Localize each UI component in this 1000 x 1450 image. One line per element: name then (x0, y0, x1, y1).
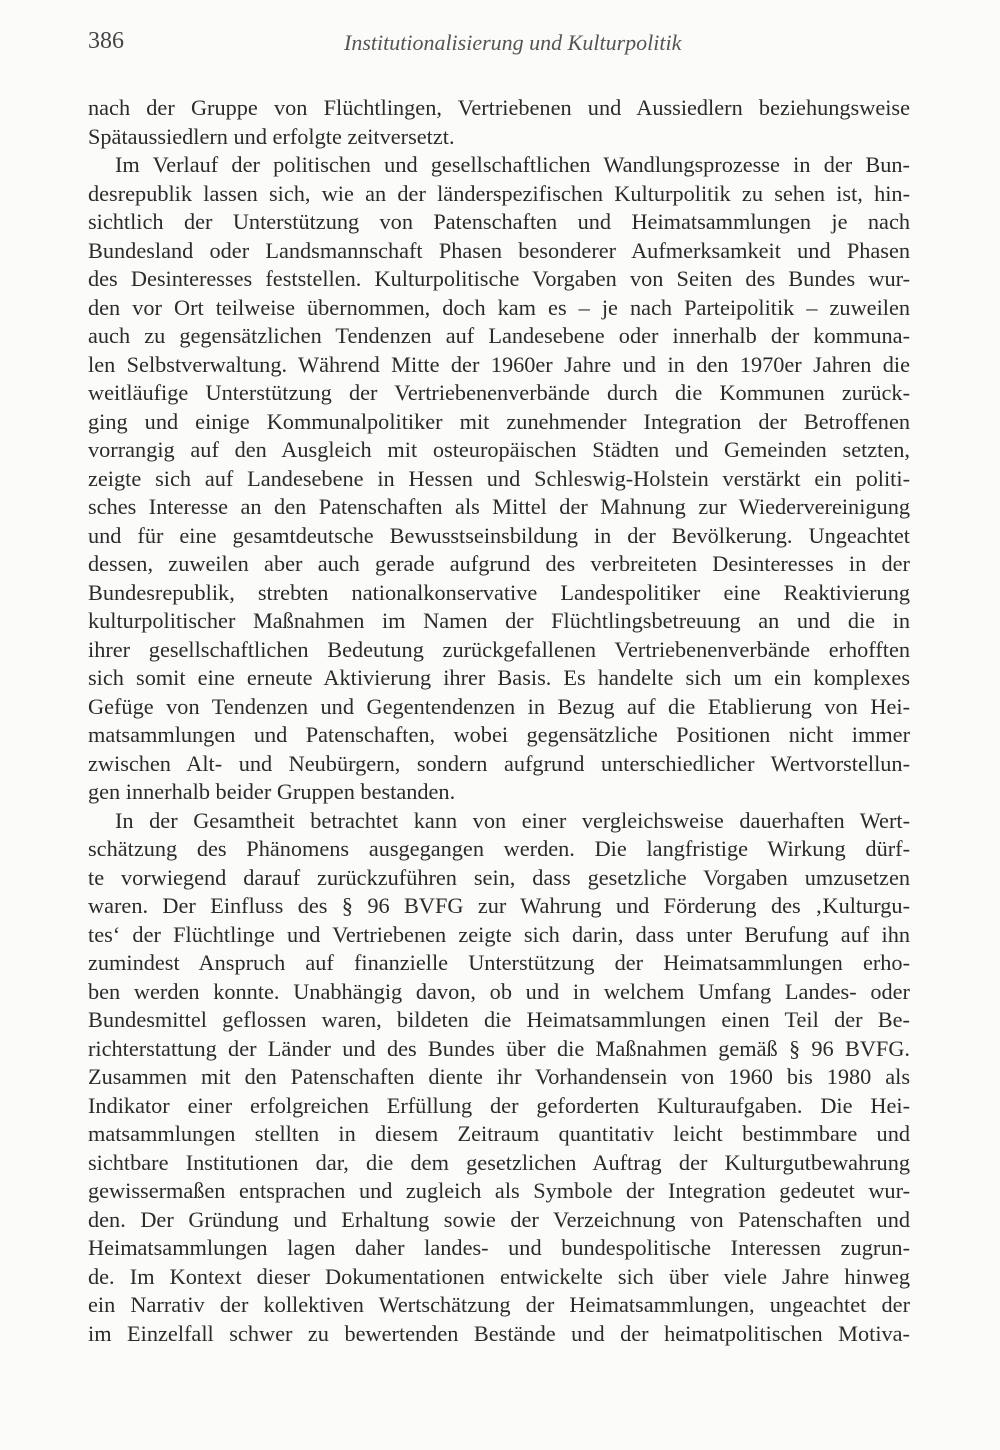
text-line: zeigte sich auf Landesebene in Hessen und Schleswig-Holstein verstärkt ein politi- (88, 465, 910, 491)
text-line: Heimatsammlungen lagen daher landes- und bundespolitische Interessen zugrun- (88, 1235, 910, 1260)
text-line: zwischen Alt- und Neubürgern, sondern aufgrund unterschiedlicher Wertvorstellun- (88, 750, 910, 776)
text-line: vorrangig auf den Ausgleich mit osteuropäischen Städten und Gemeinden setzten, (88, 437, 910, 462)
text-line: Bundesrepublik, strebten nationalkonservative Landespolitiker eine Reaktivierung (88, 579, 910, 605)
text-line: ging und einige Kommunalpolitiker mit zunehmender Integration der Betroffenen (88, 408, 910, 434)
text-line: dessen, zuweilen aber auch gerade aufgrund des verbreiteten Desinteresses in der (88, 551, 910, 576)
text-line: te vorwiegend darauf zurückzuführen sein, dass gesetzliche Vorgaben umzusetzen (88, 864, 910, 890)
text-line: den. Der Gründung und Erhaltung sowie der Verzeichnung von Patenschaften und (88, 1206, 910, 1232)
text-line: Spätaussiedlern und erfolgte zeitversetzt. (88, 123, 455, 149)
text-line: gewissermaßen entsprachen und zugleich als Symbole der Integration gedeutet wur- (88, 1178, 910, 1203)
text-line: Indikator einer erfolgreichen Erfüllung der geforderten Kulturaufgaben. Die Hei- (88, 1092, 910, 1118)
text-line: waren. Der Einfluss des § 96 BVFG zur Wahrung und Förderung des ‚Kulturgu- (88, 893, 910, 918)
text-line: matsammlungen und Patenschaften, wobei gegensätzliche Positionen nicht immer (88, 722, 910, 747)
text-line: auch zu gegensätzlichen Tendenzen auf Landesebene oder innerhalb der kommuna- (88, 323, 910, 348)
text-line: im Einzelfall schwer zu bewertenden Bestände und der heimatpolitischen Motiva- (88, 1320, 910, 1346)
text-line: Zusammen mit den Patenschaften diente ihr Vorhandensein von 1960 bis 1980 als (88, 1064, 910, 1089)
text-line: sichtbare Institutionen dar, die dem gesetzlichen Auftrag der Kulturgutbewahrung (88, 1149, 910, 1175)
text-line: de. Im Kontext dieser Dokumentationen entwickelte sich über viele Jahre hinweg (88, 1263, 910, 1289)
page-number: 386 (88, 28, 124, 54)
body-text (88, 94, 910, 1348)
text-line: sches Interesse an den Patenschaften als Mittel der Mahnung zur Wiedervereinigung (88, 494, 910, 519)
text-line: sich somit eine erneute Aktivierung ihrer Basis. Es handelte sich um ein komplexes (88, 665, 910, 690)
text-line: richterstattung der Länder und des Bundes über die Maßnahmen gemäß § 96 BVFG. (88, 1035, 910, 1061)
text-line: Bundesmittel geflossen waren, bildeten die Heimatsammlungen einen Teil der Be- (88, 1007, 910, 1032)
text-line: des Desinteresses feststellen. Kulturpolitische Vorgaben von Seiten des Bundes wur- (88, 266, 910, 291)
text-line: schätzung des Phänomens ausgegangen werden. Die langfristige Wirkung dürf- (88, 836, 910, 861)
text-line: In der Gesamtheit betrachtet kann von einer vergleichsweise dauerhaften Wert- (115, 807, 910, 833)
text-line: und für eine gesamtdeutsche Bewusstseinsbildung in der Bevölkerung. Ungeachtet (88, 522, 910, 548)
text-line: sichtlich der Unterstützung von Patenschaften und Heimatsammlungen je nach (88, 209, 910, 234)
text-line: Gefüge von Tendenzen und Gegentendenzen in Bezug auf die Etablierung von Hei- (88, 693, 910, 719)
text-line: ihrer gesellschaftlichen Bedeutung zurückgefallenen Vertriebenenverbände erhofften (88, 636, 910, 662)
text-line: len Selbstverwaltung. Während Mitte der 1960er Jahre und in den 1970er Jahren die (88, 351, 910, 377)
text-line: gen innerhalb beider Gruppen bestanden. (88, 779, 456, 804)
text-line: nach der Gruppe von Flüchtlingen, Vertriebenen und Aussiedlern beziehungsweise (88, 95, 910, 120)
text-line: desrepublik lassen sich, wie an der länderspezifischen Kulturpolitik zu sehen ist, hin- (88, 180, 910, 206)
text-line: tes‘ der Flüchtlinge und Vertriebenen zeigte sich darin, dass unter Berufung auf ihn (88, 921, 910, 947)
text-line: Bundesland oder Landsmannschaft Phasen besonderer Aufmerksamkeit und Phasen (88, 237, 910, 263)
running-title: Institutionalisierung und Kulturpolitik (344, 30, 682, 55)
text-line: kulturpolitischer Maßnahmen im Namen der Flüchtlingsbetreuung an und die in (88, 608, 910, 633)
text-line: den vor Ort teilweise übernommen, doch kam es – je nach Parteipolitik – zuweilen (88, 294, 910, 320)
text-line: Im Verlauf der politischen und gesellschaftlichen Wandlungsprozesse in der Bun- (115, 152, 910, 177)
text-line: ben werden konnte. Unabhängig davon, ob und in welchem Umfang Landes- oder (88, 978, 910, 1004)
text-line: weitläufige Unterstützung der Vertriebenenverbände durch die Kommunen zurück- (88, 380, 910, 405)
text-line: ein Narrativ der kollektiven Wertschätzung der Heimatsammlungen, ungeachtet der (88, 1292, 910, 1317)
text-line: matsammlungen stellten in diesem Zeitraum quantitativ leicht bestimmbare und (88, 1121, 910, 1146)
running-head (88, 28, 910, 62)
text-line: zumindest Anspruch auf finanzielle Unterstützung der Heimatsammlungen erho- (88, 950, 910, 975)
